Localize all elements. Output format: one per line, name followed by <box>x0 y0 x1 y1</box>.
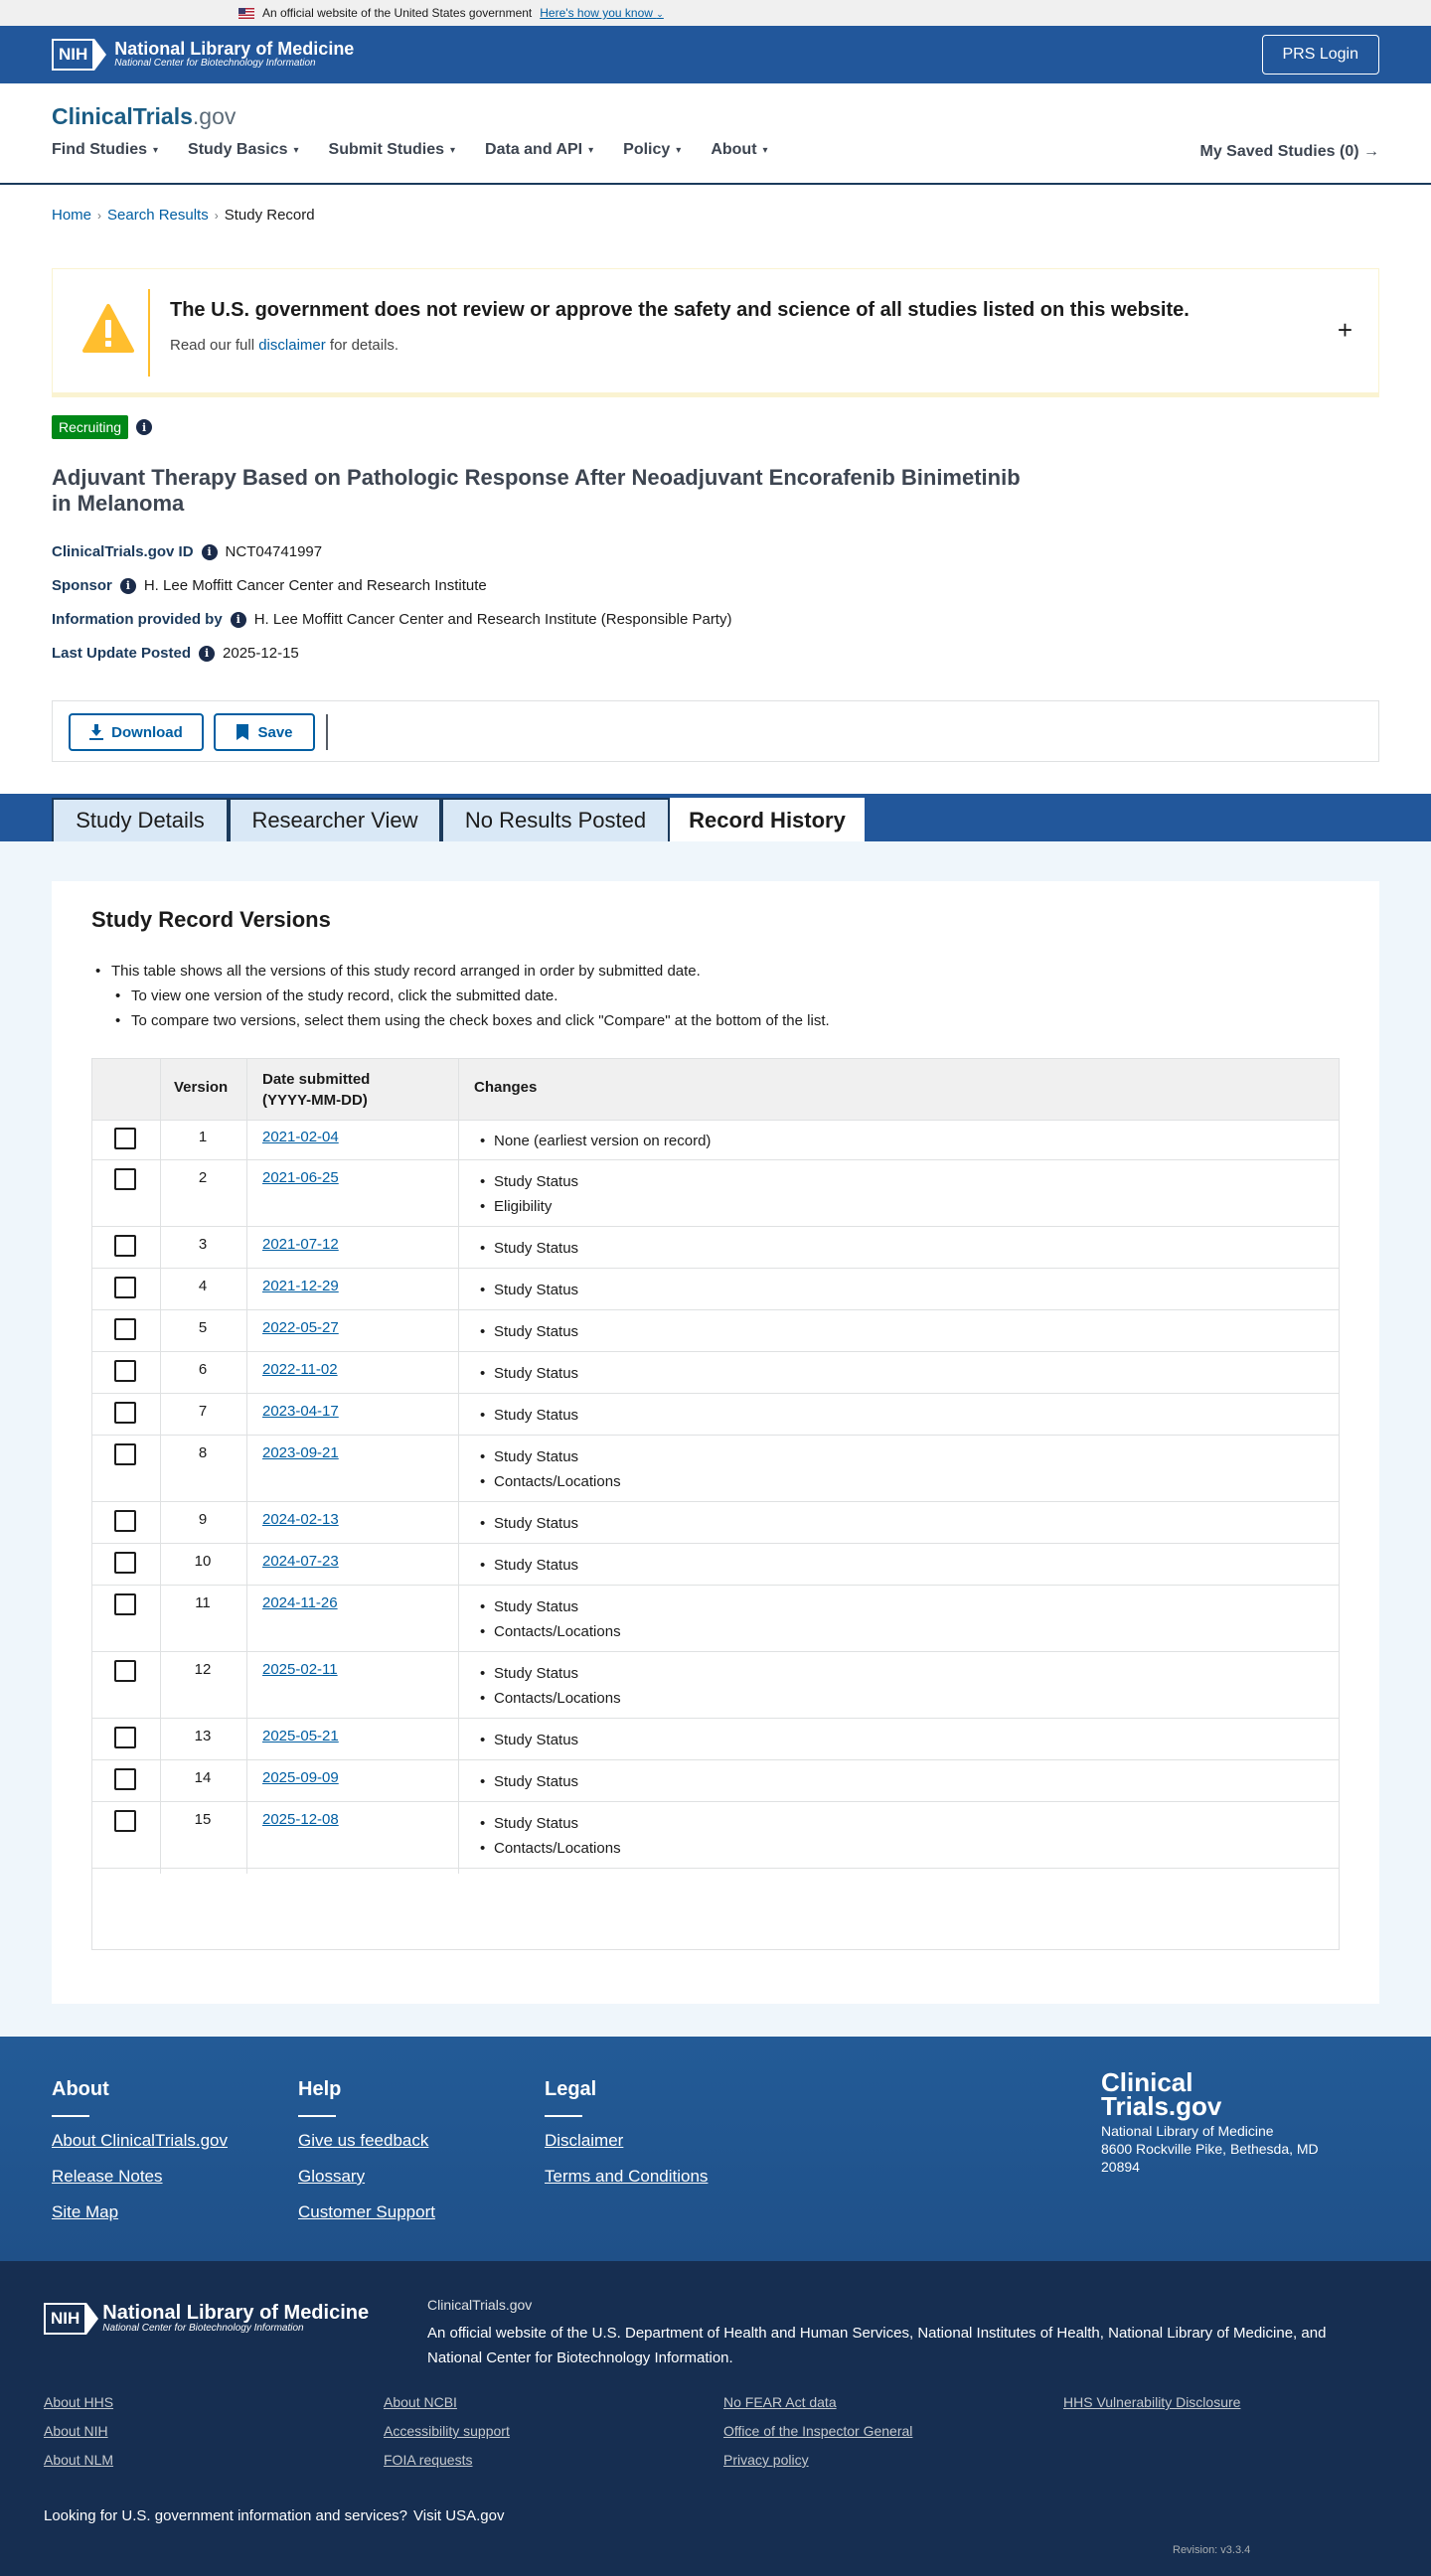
version-changes <box>472 1661 621 1711</box>
versions-instructions <box>91 959 830 1033</box>
footer-logo[interactable]: Clinical Trials.gov <box>1101 2067 1222 2121</box>
prs-login-button[interactable]: PRS Login <box>1262 35 1380 75</box>
chevron-down-icon: ▾ <box>293 144 299 156</box>
table-header <box>92 1059 1339 1121</box>
footer-site-name: ClinicalTrials.gov <box>427 2297 533 2313</box>
table-row <box>92 1269 1339 1310</box>
nav-find-studies[interactable]: Find Studies ▾ <box>52 141 159 158</box>
version-number: 15 <box>194 1811 212 1828</box>
change-item: • Study Status <box>472 1661 621 1686</box>
versions-table <box>91 1058 1340 1950</box>
version-date-link[interactable]: 2025-12-08 <box>262 1811 339 1828</box>
tab-record-history[interactable]: Record History <box>670 798 865 841</box>
last-update-value: 2025-12-15 <box>223 645 299 662</box>
breadcrumb-current: Study Record <box>224 207 315 224</box>
study-record-versions-card <box>52 881 1379 2004</box>
usa-gov-row: Looking for U.S. government information and services? Visit USA.gov <box>44 2507 505 2524</box>
footer-help <box>298 2078 435 2238</box>
table-row <box>92 1160 1339 1227</box>
arrow-right-icon: → <box>1363 143 1379 160</box>
version-changes <box>472 1169 578 1219</box>
version-number: 7 <box>198 1403 208 1420</box>
visit-usa-gov-link[interactable]: Visit USA.gov <box>413 2507 505 2524</box>
expand-plus-icon[interactable]: + <box>1337 315 1352 345</box>
version-number: 1 <box>198 1129 208 1145</box>
download-icon <box>89 724 103 740</box>
table-row <box>92 1394 1339 1436</box>
footer-link[interactable]: No FEAR Act data <box>723 2394 837 2410</box>
sponsor-row <box>52 577 487 594</box>
alert-text: Read our full disclaimer for details. <box>170 337 399 354</box>
change-item: • Study Status <box>472 1553 578 1578</box>
gov-footer <box>0 2261 1431 2576</box>
version-changes <box>472 1236 578 1261</box>
breadcrumb <box>52 207 315 224</box>
version-date-link[interactable]: 2025-02-11 <box>262 1661 338 1678</box>
version-date-link[interactable]: 2024-02-13 <box>262 1511 339 1528</box>
info-icon[interactable]: i <box>199 646 215 662</box>
version-changes <box>472 1728 578 1752</box>
table-row <box>92 1310 1339 1352</box>
version-checkbox[interactable] <box>114 1660 136 1682</box>
versions-title: Study Record Versions <box>91 907 331 932</box>
version-checkbox[interactable] <box>114 1552 136 1574</box>
footer-links-col3 <box>723 2394 912 2481</box>
version-changes <box>472 1129 711 1153</box>
info-provided-row <box>52 611 731 628</box>
nav-submit-studies[interactable]: Submit Studies ▾ <box>328 141 456 158</box>
change-item: • Study Status <box>472 1236 578 1261</box>
breadcrumb-home[interactable]: Home <box>52 207 92 224</box>
footer-about-title: About <box>52 2078 109 2100</box>
version-checkbox[interactable] <box>114 1402 136 1424</box>
nav-data-and-api[interactable]: Data and API ▾ <box>485 141 594 158</box>
info-icon[interactable]: i <box>136 419 152 435</box>
chevron-right-icon: › <box>97 208 102 223</box>
version-date-link[interactable]: 2025-05-21 <box>262 1728 339 1744</box>
change-item: • Contacts/Locations <box>472 1836 621 1861</box>
version-number: 10 <box>194 1553 212 1570</box>
tab-researcher-view[interactable]: Researcher View <box>229 798 441 841</box>
header-version: Version <box>174 1079 229 1096</box>
footer-link[interactable]: Disclaimer <box>545 2131 624 2150</box>
change-item: • Study Status <box>472 1169 578 1194</box>
table-row <box>92 1502 1339 1544</box>
ncbi-link[interactable]: National Center for Biotechnology Information <box>427 2349 729 2366</box>
footer-legal-title: Legal <box>545 2078 597 2100</box>
version-changes <box>472 1811 621 1861</box>
alert-title: The U.S. government does not review or approve the safety and science of all studies listed on this website. <box>170 299 1190 321</box>
table-row <box>92 1586 1339 1652</box>
change-item: • Study Status <box>472 1319 578 1344</box>
footer-links-col1 <box>44 2394 113 2481</box>
table-row <box>92 1719 1339 1760</box>
clinicaltrials-logo[interactable]: ClinicalTrials.gov <box>52 103 237 129</box>
change-item: • Eligibility <box>472 1194 578 1219</box>
change-item: • Contacts/Locations <box>472 1686 621 1711</box>
disclaimer-alert <box>52 268 1379 397</box>
table-row <box>92 1352 1339 1394</box>
disclaimer-link[interactable]: disclaimer <box>258 337 326 354</box>
version-changes <box>472 1278 578 1302</box>
version-number: 5 <box>198 1319 208 1336</box>
change-item: • Study Status <box>472 1511 578 1536</box>
footer-link[interactable]: About NIH <box>44 2423 108 2439</box>
version-changes <box>472 1319 578 1344</box>
instruction-item: • To view one version of the study record, click the submitted date. <box>91 984 830 1008</box>
version-changes <box>472 1444 621 1494</box>
footer-link[interactable]: Give us feedback <box>298 2131 429 2150</box>
chevron-down-icon: ▾ <box>762 144 768 156</box>
version-number: 9 <box>198 1511 208 1528</box>
nav-policy[interactable]: Policy ▾ <box>623 141 682 158</box>
study-id-label: ClinicalTrials.gov ID <box>52 543 194 560</box>
change-item: • Study Status <box>472 1278 578 1302</box>
table-row <box>92 1652 1339 1719</box>
info-icon[interactable]: i <box>120 578 136 594</box>
version-number: 2 <box>198 1169 208 1186</box>
version-date-link[interactable]: 2021-02-04 <box>262 1129 339 1145</box>
version-number: 14 <box>194 1769 212 1786</box>
sponsor-label: Sponsor <box>52 577 112 594</box>
revision-text: Revision: v3.3.4 <box>1173 2544 1251 2556</box>
study-id-row <box>52 543 322 560</box>
org-subtitle: National Center for Biotechnology Information <box>114 58 316 69</box>
version-changes <box>472 1553 578 1578</box>
version-number: 13 <box>194 1728 212 1744</box>
tab-bar <box>0 794 1431 841</box>
table-row <box>92 1436 1339 1502</box>
breadcrumb-search-results[interactable]: Search Results <box>107 207 209 224</box>
last-update-row <box>52 645 299 662</box>
version-checkbox[interactable] <box>114 1277 136 1298</box>
version-date-link[interactable]: 2022-05-27 <box>262 1319 339 1336</box>
table-row <box>92 1544 1339 1586</box>
change-item: • None (earliest version on record) <box>472 1129 711 1153</box>
chevron-down-icon: ⌄ <box>656 9 664 19</box>
footer-link[interactable]: Terms and Conditions <box>545 2167 709 2186</box>
version-checkbox[interactable] <box>114 1768 136 1790</box>
footer-link[interactable]: About HHS <box>44 2394 114 2410</box>
version-checkbox[interactable] <box>114 1168 136 1190</box>
footer-link[interactable]: About NCBI <box>384 2394 457 2410</box>
instruction-item: • To compare two versions, select them using the check boxes and click "Compare" at the bottom of the list. <box>91 1008 830 1033</box>
change-item: • Study Status <box>472 1728 578 1752</box>
version-checkbox[interactable] <box>114 1318 136 1340</box>
version-date-link[interactable]: 2024-11-26 <box>262 1594 338 1611</box>
chevron-down-icon: ▾ <box>450 144 456 156</box>
footer-link[interactable]: About ClinicalTrials.gov <box>52 2131 228 2150</box>
footer-link[interactable]: Customer Support <box>298 2202 435 2221</box>
site-nav <box>0 83 1431 185</box>
tab-no-results-posted[interactable]: No Results Posted <box>441 798 670 841</box>
chevron-down-icon: ▾ <box>676 144 682 156</box>
instruction-item: • This table shows all the versions of this study record arranged in order by submitted date. <box>91 959 830 984</box>
info-icon[interactable]: i <box>202 544 218 560</box>
change-item: • Study Status <box>472 1403 578 1428</box>
version-number: 11 <box>195 1594 211 1611</box>
version-date-link[interactable]: 2021-07-12 <box>262 1236 339 1253</box>
table-row <box>92 1802 1339 1869</box>
nlm-logo[interactable]: NIH National Library of Medicine National Center for Biotechnology Information <box>44 2303 369 2335</box>
version-date-link[interactable]: 2024-07-23 <box>262 1553 339 1570</box>
table-row <box>92 1129 1339 1160</box>
footer-link[interactable]: Glossary <box>298 2167 366 2186</box>
footer-link[interactable]: HHS Vulnerability Disclosure <box>1063 2394 1241 2410</box>
study-title: Adjuvant Therapy Based on Pathologic Response After Neoadjuvant Encorafenib Binimetinib in Melanoma <box>52 465 1021 516</box>
change-item: • Study Status <box>472 1444 621 1469</box>
change-item: • Study Status <box>472 1811 621 1836</box>
nih-logo[interactable] <box>52 39 354 71</box>
table-row <box>92 1760 1339 1802</box>
version-changes <box>472 1769 578 1794</box>
version-checkbox[interactable] <box>114 1510 136 1532</box>
version-number: 12 <box>194 1661 212 1678</box>
chevron-down-icon: ▾ <box>153 144 159 156</box>
info-provided-label: Information provided by <box>52 611 223 628</box>
footer-links-col2 <box>384 2394 510 2481</box>
change-item: • Contacts/Locations <box>472 1469 621 1494</box>
info-provided-value: H. Lee Moffitt Cancer Center and Research Institute (Responsible Party) <box>253 611 732 628</box>
nav-about[interactable]: About ▾ <box>711 141 768 158</box>
hhs-link[interactable]: U.S. Department of Health and Human Services <box>591 2325 909 2342</box>
version-date-link[interactable]: 2022-11-02 <box>262 1361 338 1378</box>
version-checkbox[interactable] <box>114 1235 136 1257</box>
action-bar <box>52 700 1379 762</box>
status-badge: Recruiting <box>52 415 128 439</box>
version-changes <box>472 1403 578 1428</box>
version-date-link[interactable]: 2023-04-17 <box>262 1403 339 1420</box>
nih-abbr: NIH <box>52 39 94 71</box>
table-row <box>92 1227 1339 1269</box>
footer-links-col4 <box>1063 2394 1240 2423</box>
version-number: 4 <box>198 1278 208 1294</box>
footer-link[interactable]: Office of the Inspector General <box>723 2423 913 2439</box>
save-button[interactable]: Save <box>214 713 315 751</box>
version-date-link[interactable]: 2021-06-25 <box>262 1169 339 1186</box>
footer-link[interactable]: Site Map <box>52 2202 119 2221</box>
divider <box>326 714 328 750</box>
footer-link[interactable]: FOIA requests <box>384 2452 473 2468</box>
sponsor-value: H. Lee Moffitt Cancer Center and Research Institute <box>143 577 487 594</box>
version-checkbox[interactable] <box>114 1128 136 1149</box>
version-number: 8 <box>198 1444 208 1461</box>
version-changes <box>472 1361 578 1386</box>
chevron-down-icon: ▾ <box>588 144 594 156</box>
change-item: • Study Status <box>472 1594 621 1619</box>
info-icon[interactable]: i <box>231 612 246 628</box>
footer-link[interactable]: Release Notes <box>52 2167 163 2186</box>
version-date-link[interactable]: 2023-09-21 <box>262 1444 339 1461</box>
version-checkbox[interactable] <box>114 1727 136 1748</box>
change-item: • Contacts/Locations <box>472 1619 621 1644</box>
nih-link[interactable]: National Institutes of Health <box>917 2325 1100 2342</box>
version-date-link[interactable]: 2021-12-29 <box>262 1278 339 1294</box>
version-checkbox[interactable] <box>114 1360 136 1382</box>
footer-about <box>52 2078 228 2238</box>
gov-banner-text: An official website of the United States government <box>262 6 533 20</box>
org-title: National Library of Medicine <box>114 39 355 59</box>
footer-help-title: Help <box>298 2078 342 2100</box>
version-number: 3 <box>198 1236 208 1253</box>
tab-study-details[interactable]: Study Details <box>52 798 229 841</box>
bookmark-icon <box>236 724 249 740</box>
header-date: Date submitted (YYYY-MM-DD) <box>262 1071 371 1109</box>
us-flag-icon <box>238 8 254 19</box>
gov-banner <box>0 0 1431 26</box>
change-item: • Study Status <box>472 1769 578 1794</box>
study-id-value: NCT04741997 <box>225 543 323 560</box>
official-website-text: An official website of the U.S. Department of Health and Human Services, National Institutes of Health, National Library of Medicine, and National Center for Biotechnology Information. <box>427 2325 1327 2366</box>
version-date-link[interactable]: 2025-09-09 <box>262 1769 339 1786</box>
site-footer <box>0 2037 1431 2261</box>
version-checkbox[interactable] <box>114 1810 136 1832</box>
warning-icon <box>82 303 134 355</box>
chevron-right-icon: › <box>214 208 219 223</box>
change-item: • Study Status <box>472 1361 578 1386</box>
last-update-label: Last Update Posted <box>52 645 192 662</box>
heres-how-you-know-link[interactable]: Here's how you know ⌄ <box>540 6 664 20</box>
version-number: 6 <box>198 1361 208 1378</box>
footer-link[interactable]: Privacy policy <box>723 2452 809 2468</box>
nav-study-basics[interactable]: Study Basics ▾ <box>188 141 299 158</box>
version-changes <box>472 1594 621 1644</box>
my-saved-studies-link[interactable]: My Saved Studies (0) → <box>1199 143 1379 160</box>
footer-link[interactable]: About NLM <box>44 2452 114 2468</box>
version-changes <box>472 1511 578 1536</box>
version-checkbox[interactable] <box>114 1443 136 1465</box>
nlm-link[interactable]: National Library of Medicine <box>1108 2325 1294 2342</box>
download-button[interactable]: Download <box>69 713 204 751</box>
nih-header <box>0 26 1431 83</box>
footer-address: National Library of Medicine 8600 Rockville Pike, Bethesda, MD 20894 <box>1101 2123 1319 2175</box>
header-changes: Changes <box>474 1079 538 1096</box>
version-checkbox[interactable] <box>114 1593 136 1615</box>
table-body <box>92 1129 1339 1869</box>
footer-legal <box>545 2078 708 2202</box>
status-row <box>52 415 152 439</box>
footer-link[interactable]: Accessibility support <box>384 2423 510 2439</box>
